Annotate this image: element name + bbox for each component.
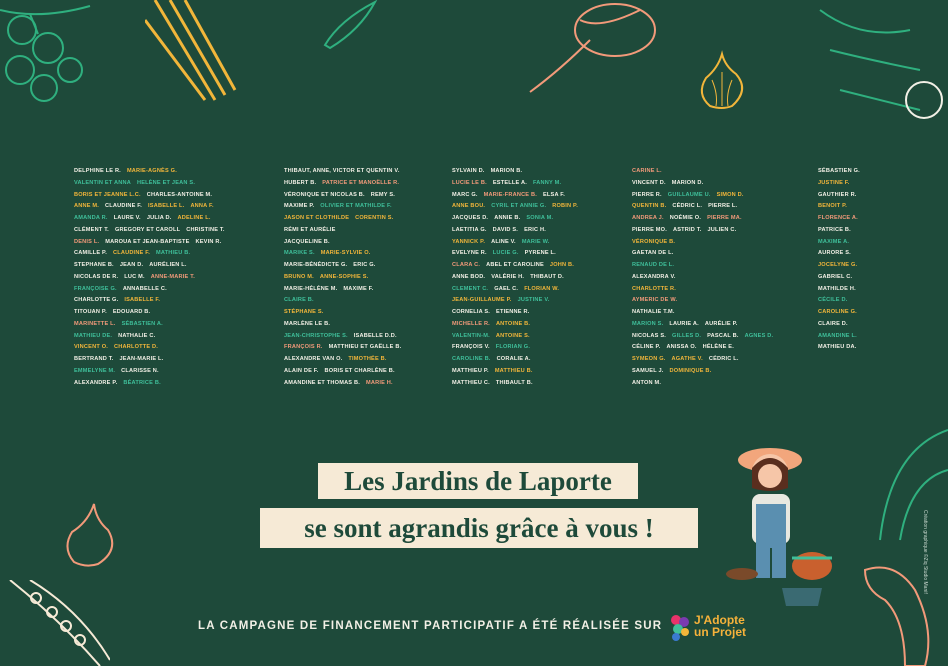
donor-name: AMANDINE ET THOMAS B. bbox=[284, 379, 360, 386]
donor-name: AYMERIC DE W. bbox=[632, 297, 678, 304]
donor-name: JULIEN C. bbox=[707, 226, 737, 233]
pepper-illustration bbox=[320, 0, 380, 50]
donor-name: CHRISTINE T. bbox=[186, 226, 225, 233]
design-credit: Création graphique ©Ziq Studio Manif bbox=[922, 510, 928, 594]
donor-row bbox=[452, 274, 612, 285]
donor-name: CLÉMENT T. bbox=[74, 226, 109, 233]
donor-row bbox=[632, 286, 798, 297]
donor-row bbox=[284, 239, 434, 250]
donor-name: LUC M. bbox=[124, 273, 145, 280]
donor-name: MARION D. bbox=[671, 179, 704, 186]
red-pepper-illustration bbox=[855, 560, 948, 666]
donor-name: JACQUES D. bbox=[452, 215, 489, 221]
donor-name: ELSA F. bbox=[542, 191, 565, 198]
donor-name: THIBAUT, ANNE, VICTOR ET QUENTIN V. bbox=[284, 168, 400, 174]
donor-name: LAETITIA G. bbox=[452, 226, 487, 233]
donor-name: JOHN B. bbox=[549, 262, 575, 268]
donor-name: JUSTINE F. bbox=[818, 179, 850, 186]
donor-row bbox=[632, 297, 798, 308]
donor-name: FRANÇOIS R. bbox=[284, 344, 323, 351]
donor-name: PIERRE L. bbox=[708, 203, 738, 210]
leek-illustration bbox=[145, 0, 255, 110]
title-line-1: Les Jardins de Laporte bbox=[318, 463, 638, 499]
donor-name: NICOLAS DE R. bbox=[74, 273, 119, 280]
donor-name: ANISSA O. bbox=[666, 344, 697, 351]
donor-name: CORENTIN S. bbox=[355, 215, 394, 221]
donor-name: ANTON M. bbox=[632, 379, 662, 386]
donor-name: GAEL C. bbox=[494, 285, 519, 292]
donor-row bbox=[818, 215, 872, 226]
donor-name: YANNICK P. bbox=[452, 238, 486, 245]
donor-name: GILLES D. bbox=[672, 332, 702, 339]
donor-name: PIERRE MA. bbox=[707, 215, 742, 221]
donor-name: AURÉLIEN L. bbox=[149, 262, 187, 268]
donor-name: ANNE BOU. bbox=[452, 203, 486, 210]
donor-name: VALENTIN-M. bbox=[452, 332, 490, 339]
donor-row bbox=[818, 180, 872, 191]
donor-name: ALEXANDRE VAN O. bbox=[284, 356, 343, 362]
donor-row bbox=[284, 333, 434, 344]
donor-name: JEAN-MARIE L. bbox=[119, 356, 164, 362]
donor-name: QUENTIN B. bbox=[632, 203, 667, 210]
donor-name: JULIA D. bbox=[146, 215, 172, 221]
donor-row bbox=[284, 356, 434, 367]
donor-row bbox=[452, 262, 612, 273]
donor-name: GREGORY ET CAROLL bbox=[114, 226, 181, 233]
donor-row bbox=[452, 192, 612, 203]
donor-row bbox=[284, 274, 434, 285]
donor-name: DAVID S. bbox=[492, 226, 519, 233]
donor-row bbox=[632, 309, 798, 320]
donor-name: ANNE M. bbox=[74, 203, 100, 210]
donor-name: VALÉRIE H. bbox=[491, 273, 525, 280]
donor-name: PYRENE L. bbox=[524, 250, 556, 257]
donor-name: EVELYNE R. bbox=[452, 250, 487, 257]
donor-row bbox=[818, 309, 872, 320]
donor-name: CARINE L. bbox=[632, 168, 662, 174]
donor-name: ALEXANDRA V. bbox=[632, 273, 676, 280]
donor-name: MATHIEU DE. bbox=[74, 332, 113, 339]
donor-name: MATHIEU B. bbox=[156, 250, 191, 257]
donor-list bbox=[0, 168, 948, 404]
donor-name: MICHELLE R. bbox=[452, 320, 490, 327]
donor-row bbox=[74, 297, 256, 308]
logo-mark-icon bbox=[668, 612, 692, 642]
donor-name: SIMON D. bbox=[716, 191, 744, 198]
donor-row bbox=[284, 297, 434, 308]
gardener-illustration bbox=[722, 438, 842, 608]
donor-row bbox=[452, 227, 612, 238]
donor-name: MARIE-SYLVIE O. bbox=[320, 250, 371, 257]
donor-name: ANNE-MARIE T. bbox=[150, 273, 195, 280]
donor-name: MATHIEU DA. bbox=[818, 344, 857, 351]
donor-name: DELPHINE LE R. bbox=[74, 168, 121, 174]
donor-row bbox=[632, 344, 798, 355]
donor-row bbox=[284, 344, 434, 355]
donor-name: NATHALIE C. bbox=[118, 332, 156, 339]
donor-row bbox=[74, 380, 256, 391]
donor-name: FLORENCE A. bbox=[818, 215, 858, 221]
donor-name: MATHILDE H. bbox=[818, 285, 856, 292]
donor-name: SYLVAIN D. bbox=[452, 168, 485, 174]
donor-name: CLAIRE D. bbox=[818, 320, 848, 327]
donor-row bbox=[284, 203, 434, 214]
donor-name: PATRICE ET MANOËLLE R. bbox=[322, 179, 400, 186]
donor-name: CHARLES-ANTOINE M. bbox=[146, 191, 213, 198]
donor-name: BORIS ET CHARLÈNE B. bbox=[324, 367, 395, 374]
donor-name: LUCIE LE B. bbox=[452, 179, 487, 186]
donor-row bbox=[74, 344, 256, 355]
donor-name: AMANDINE L. bbox=[818, 332, 857, 339]
donor-row bbox=[74, 215, 256, 226]
donor-row bbox=[284, 215, 434, 226]
donor-name: CÉDRIC L. bbox=[672, 203, 703, 210]
donor-name: CLAUDINE F. bbox=[105, 203, 143, 210]
garlic-illustration bbox=[692, 50, 752, 112]
donor-name: PIERRE R. bbox=[632, 191, 662, 198]
donor-row bbox=[452, 168, 612, 179]
donor-name: CÉDRIC L. bbox=[708, 356, 739, 362]
tomato-vine-illustration bbox=[0, 0, 130, 120]
donor-name: CHARLOTTE G. bbox=[74, 297, 119, 304]
donor-name: OLIVIER ET MATHILDE F. bbox=[320, 203, 392, 210]
donor-name: ADELINE L. bbox=[177, 215, 211, 221]
donor-name: CHARLOTTE D. bbox=[114, 344, 159, 351]
donor-name: MAXIME F. bbox=[343, 285, 374, 292]
donor-row bbox=[818, 250, 872, 261]
donor-row bbox=[452, 286, 612, 297]
donor-name: VINCENT D. bbox=[632, 179, 666, 186]
donor-name: CLAUDINE F. bbox=[112, 250, 150, 257]
donor-name: ANDREA J. bbox=[632, 215, 664, 221]
donor-name: ANNE BOD. bbox=[452, 273, 486, 280]
artichoke-illustration bbox=[520, 0, 670, 95]
donor-row bbox=[632, 333, 798, 344]
donor-name: MARIE W. bbox=[521, 238, 550, 245]
title-line-2: se sont agrandis grâce à vous ! bbox=[260, 508, 698, 548]
donor-name: RÉMI ET AURÉLIE bbox=[284, 226, 336, 233]
donor-name: ANNE-SOPHIE S. bbox=[319, 273, 369, 280]
donor-name: BRUNO M. bbox=[284, 273, 314, 280]
donor-name: ROBIN P. bbox=[552, 203, 578, 210]
donor-row bbox=[632, 262, 798, 273]
donor-row bbox=[74, 333, 256, 344]
donor-row bbox=[452, 239, 612, 250]
donor-name: CLARISSE N. bbox=[121, 367, 159, 374]
donor-name: MARINETTE L. bbox=[74, 320, 116, 327]
donor-name: ALEXANDRE P. bbox=[74, 379, 118, 386]
donor-name: MATTHIEU B. bbox=[494, 367, 533, 374]
donor-row bbox=[818, 192, 872, 203]
donor-name: REMY S. bbox=[370, 191, 396, 198]
footer-text: LA CAMPAGNE DE FINANCEMENT PARTICIPATIF A ÉTÉ RÉALISÉE SUR bbox=[198, 620, 663, 632]
donor-row bbox=[74, 250, 256, 261]
donor-name: EDOUARD B. bbox=[112, 309, 151, 315]
donor-name: LAURIE A. bbox=[669, 320, 699, 327]
donor-name: SONIA M. bbox=[526, 215, 554, 221]
donor-name: PATRICE B. bbox=[818, 226, 851, 233]
donor-name: ALINE V. bbox=[491, 238, 516, 245]
donor-name: RENAUD DE L. bbox=[632, 262, 675, 268]
donor-name: MATTHIEU C. bbox=[452, 379, 490, 386]
donor-row bbox=[74, 227, 256, 238]
donor-name: ESTELLE A. bbox=[492, 179, 527, 186]
donor-row bbox=[452, 180, 612, 191]
donor-name: DENIS L. bbox=[74, 238, 100, 245]
donor-name: ETIENNE R. bbox=[496, 309, 530, 315]
donor-name: STÉPHANE S. bbox=[284, 309, 324, 315]
logo-line-2: un Projet bbox=[694, 625, 747, 639]
donor-row bbox=[74, 286, 256, 297]
donor-name: MARIKE S. bbox=[284, 250, 315, 257]
donor-name: ANNA F. bbox=[190, 203, 214, 210]
donor-name: VÉRONIQUE ET NICOLAS B. bbox=[284, 191, 365, 198]
donor-row bbox=[632, 180, 798, 191]
donor-name: SÉBASTIEN A. bbox=[121, 320, 163, 327]
donor-name: HUBERT B. bbox=[284, 179, 317, 186]
donor-name: HELÈNE ET JEAN S. bbox=[136, 179, 196, 186]
donor-name: CÉLINE P. bbox=[632, 344, 661, 351]
donor-name: ISABELLE F. bbox=[124, 297, 161, 304]
donor-name: ERIC H. bbox=[524, 226, 546, 233]
donor-name: SÉBASTIEN G. bbox=[818, 168, 860, 174]
donor-name: FLORIAN G. bbox=[495, 344, 531, 351]
donor-row bbox=[632, 356, 798, 367]
donor-name: VÉRONIQUE B. bbox=[632, 238, 676, 245]
donor-row bbox=[452, 380, 612, 391]
donor-name: CHARLOTTE R. bbox=[632, 285, 677, 292]
donor-name: CLEMENT C. bbox=[452, 285, 489, 292]
donor-name: JEAN D. bbox=[119, 262, 144, 268]
donor-name: TIMOTHÉE B. bbox=[348, 356, 387, 362]
donor-row bbox=[818, 297, 872, 308]
garlic-bulb-illustration bbox=[60, 500, 120, 570]
donor-row bbox=[818, 239, 872, 250]
pea-pod-illustration bbox=[0, 580, 110, 666]
donor-row bbox=[632, 368, 798, 379]
donor-name: AURORE S. bbox=[818, 250, 851, 257]
donor-name: JEAN-CHRISTOPHE S. bbox=[284, 332, 348, 339]
donor-name: EMMELYNE M. bbox=[74, 367, 116, 374]
donor-row bbox=[818, 203, 872, 214]
donor-row bbox=[452, 344, 612, 355]
jadopte-un-projet-logo[interactable] bbox=[668, 610, 764, 646]
donor-row bbox=[632, 168, 798, 179]
donor-row bbox=[74, 356, 256, 367]
donor-name: CAROLINE B. bbox=[452, 356, 491, 362]
donor-row bbox=[452, 215, 612, 226]
donor-name: GUILLAUME U. bbox=[667, 191, 711, 198]
donor-name: LAURE V. bbox=[113, 215, 141, 221]
donor-row bbox=[452, 309, 612, 320]
donor-name: SYMEON G. bbox=[632, 356, 666, 362]
donor-name: SAMUEL J. bbox=[632, 367, 664, 374]
donor-row bbox=[818, 321, 872, 332]
donor-row bbox=[284, 309, 434, 320]
donor-name: FANNY M. bbox=[532, 179, 562, 186]
donor-name: MARIE H. bbox=[366, 379, 393, 386]
donor-name: STEPHANE B. bbox=[74, 262, 114, 268]
donor-row bbox=[74, 192, 256, 203]
donor-name: NOÉMIE O. bbox=[669, 215, 702, 221]
donor-row bbox=[818, 274, 872, 285]
donor-name: MARLÈNE LE B. bbox=[284, 320, 331, 327]
donor-name: MARIE-AGNÈS G. bbox=[126, 168, 177, 174]
donor-row bbox=[632, 203, 798, 214]
donor-row bbox=[284, 368, 434, 379]
donor-row bbox=[818, 333, 872, 344]
donor-name: BERTRAND T. bbox=[74, 356, 114, 362]
donor-name: MARION S. bbox=[632, 320, 664, 327]
donor-row bbox=[284, 321, 434, 332]
donor-name: PASCAL B. bbox=[707, 332, 739, 339]
donor-name: GABRIEL C. bbox=[818, 273, 853, 280]
donor-name: AURÉLIE P. bbox=[704, 320, 738, 327]
donor-row bbox=[74, 309, 256, 320]
donor-row bbox=[284, 192, 434, 203]
donor-row bbox=[74, 368, 256, 379]
donor-name: MARIE-HÉLÈNE M. bbox=[284, 285, 338, 292]
donor-row bbox=[632, 227, 798, 238]
donor-name: GAUTHIER R. bbox=[818, 191, 857, 198]
donor-row bbox=[818, 344, 872, 355]
donor-row bbox=[284, 180, 434, 191]
donor-name: MARIE-BÉNÉDICTE G. bbox=[284, 262, 348, 268]
donor-name: MARC G. bbox=[452, 191, 478, 198]
donor-name: CLAIRE B. bbox=[284, 297, 314, 304]
donor-name: PIERRE MO. bbox=[632, 226, 667, 233]
donor-name: NATHALIE T.M. bbox=[632, 309, 675, 315]
donor-name: JUSTINE V. bbox=[517, 297, 550, 304]
donor-name: CYRIL ET ANNIE G. bbox=[491, 203, 547, 210]
donor-name: MAXIME P. bbox=[284, 203, 315, 210]
donor-name: THIBAUT D. bbox=[530, 273, 564, 280]
donor-name: MARION B. bbox=[490, 168, 523, 174]
donor-name: ALAIN DE F. bbox=[284, 367, 319, 374]
donor-row bbox=[74, 168, 256, 179]
donor-row bbox=[452, 321, 612, 332]
donor-row bbox=[284, 168, 434, 179]
donor-name: BÉATRICE B. bbox=[123, 379, 161, 386]
donor-name: VALENTIN ET ANNA bbox=[74, 179, 131, 186]
donor-row bbox=[284, 250, 434, 261]
donor-name: ISABELLE D.D. bbox=[353, 332, 397, 339]
donor-name: THIBAULT B. bbox=[495, 379, 533, 386]
donor-row bbox=[452, 297, 612, 308]
donor-row bbox=[818, 168, 872, 179]
donor-name: MATTHIEU P. bbox=[452, 367, 489, 374]
donor-row bbox=[452, 333, 612, 344]
donor-name: JOCELYNE G. bbox=[818, 262, 858, 268]
donor-row bbox=[818, 262, 872, 273]
donor-name: ISABELLE L. bbox=[148, 203, 185, 210]
donor-name: BORIS ET JEANNE L.C. bbox=[74, 191, 141, 198]
donor-name: JASON ET CLOTHILDE bbox=[284, 215, 350, 221]
donor-name: FLORIAN W. bbox=[524, 285, 560, 292]
donor-name: AGATHE V. bbox=[671, 356, 703, 362]
donor-name: JEAN-GUILLAUME P. bbox=[452, 297, 512, 304]
donor-row bbox=[452, 368, 612, 379]
donor-name: ABEL ET CAROLINE bbox=[486, 262, 544, 268]
donor-name: FRANÇOISE G. bbox=[74, 285, 117, 292]
donor-row bbox=[452, 356, 612, 367]
donor-row bbox=[632, 215, 798, 226]
donor-name: ASTRID T. bbox=[672, 226, 702, 233]
donor-row bbox=[632, 321, 798, 332]
donor-row bbox=[818, 286, 872, 297]
donor-name: VINCENT O. bbox=[74, 344, 109, 351]
donor-row bbox=[74, 203, 256, 214]
leaf-illustration bbox=[870, 420, 948, 550]
donor-name: ERIC G. bbox=[353, 262, 376, 268]
donor-row bbox=[74, 180, 256, 191]
donor-name: NICOLAS S. bbox=[632, 332, 667, 339]
donor-row bbox=[284, 380, 434, 391]
donor-row bbox=[632, 250, 798, 261]
donor-name: KEVIN R. bbox=[195, 238, 222, 245]
beet-illustration bbox=[800, 0, 948, 140]
donor-name: BENOIT P. bbox=[818, 203, 848, 210]
donor-row bbox=[452, 250, 612, 261]
donor-name: MAROUA ET JEAN-BAPTISTE bbox=[105, 238, 190, 245]
donor-name: MARIE-FRANCE B. bbox=[483, 191, 537, 198]
donor-name: CAMILLE P. bbox=[74, 250, 107, 257]
donor-name: CLARA C. bbox=[452, 262, 481, 268]
donor-row bbox=[74, 274, 256, 285]
donor-name: JACQUELINE B. bbox=[284, 238, 330, 245]
donor-row bbox=[632, 192, 798, 203]
donor-name: AGNES D. bbox=[744, 332, 774, 339]
donor-row bbox=[74, 239, 256, 250]
donor-row bbox=[284, 262, 434, 273]
donor-name: AMANDA R. bbox=[74, 215, 108, 221]
donor-row bbox=[632, 239, 798, 250]
donor-row bbox=[452, 203, 612, 214]
donor-name: HÉLÈNE E. bbox=[702, 344, 734, 351]
logo-text bbox=[694, 614, 746, 638]
donor-name: DOMINIQUE B. bbox=[669, 367, 712, 374]
donor-name: CORALIE A. bbox=[496, 356, 531, 362]
logo-line-1: J'Adopte bbox=[694, 613, 745, 627]
donor-row bbox=[632, 380, 798, 391]
donor-row bbox=[74, 262, 256, 273]
donor-row bbox=[632, 274, 798, 285]
donor-name: ANTOINE S. bbox=[495, 332, 530, 339]
donor-name: ANTOINE B. bbox=[495, 320, 531, 327]
donor-row bbox=[284, 286, 434, 297]
donor-name: CÉCILE D. bbox=[818, 297, 848, 304]
donor-row bbox=[74, 321, 256, 332]
donor-name: FRANÇOIS V. bbox=[452, 344, 490, 351]
donor-name: CORNELIA S. bbox=[452, 309, 491, 315]
donor-name: MAXIME A. bbox=[818, 238, 850, 245]
donor-name: ANNIE B. bbox=[494, 215, 521, 221]
donor-name: LUCIE G. bbox=[492, 250, 519, 257]
donor-name: GAETAN DE L. bbox=[632, 250, 674, 257]
donor-row bbox=[818, 227, 872, 238]
donor-row bbox=[284, 227, 434, 238]
donor-name: CAROLINE G. bbox=[818, 309, 857, 315]
donor-name: TITOUAN P. bbox=[74, 309, 107, 315]
donor-name: MATTHIEU ET GAËLLE B. bbox=[328, 344, 402, 351]
donor-name: ANNABELLE C. bbox=[122, 285, 167, 292]
